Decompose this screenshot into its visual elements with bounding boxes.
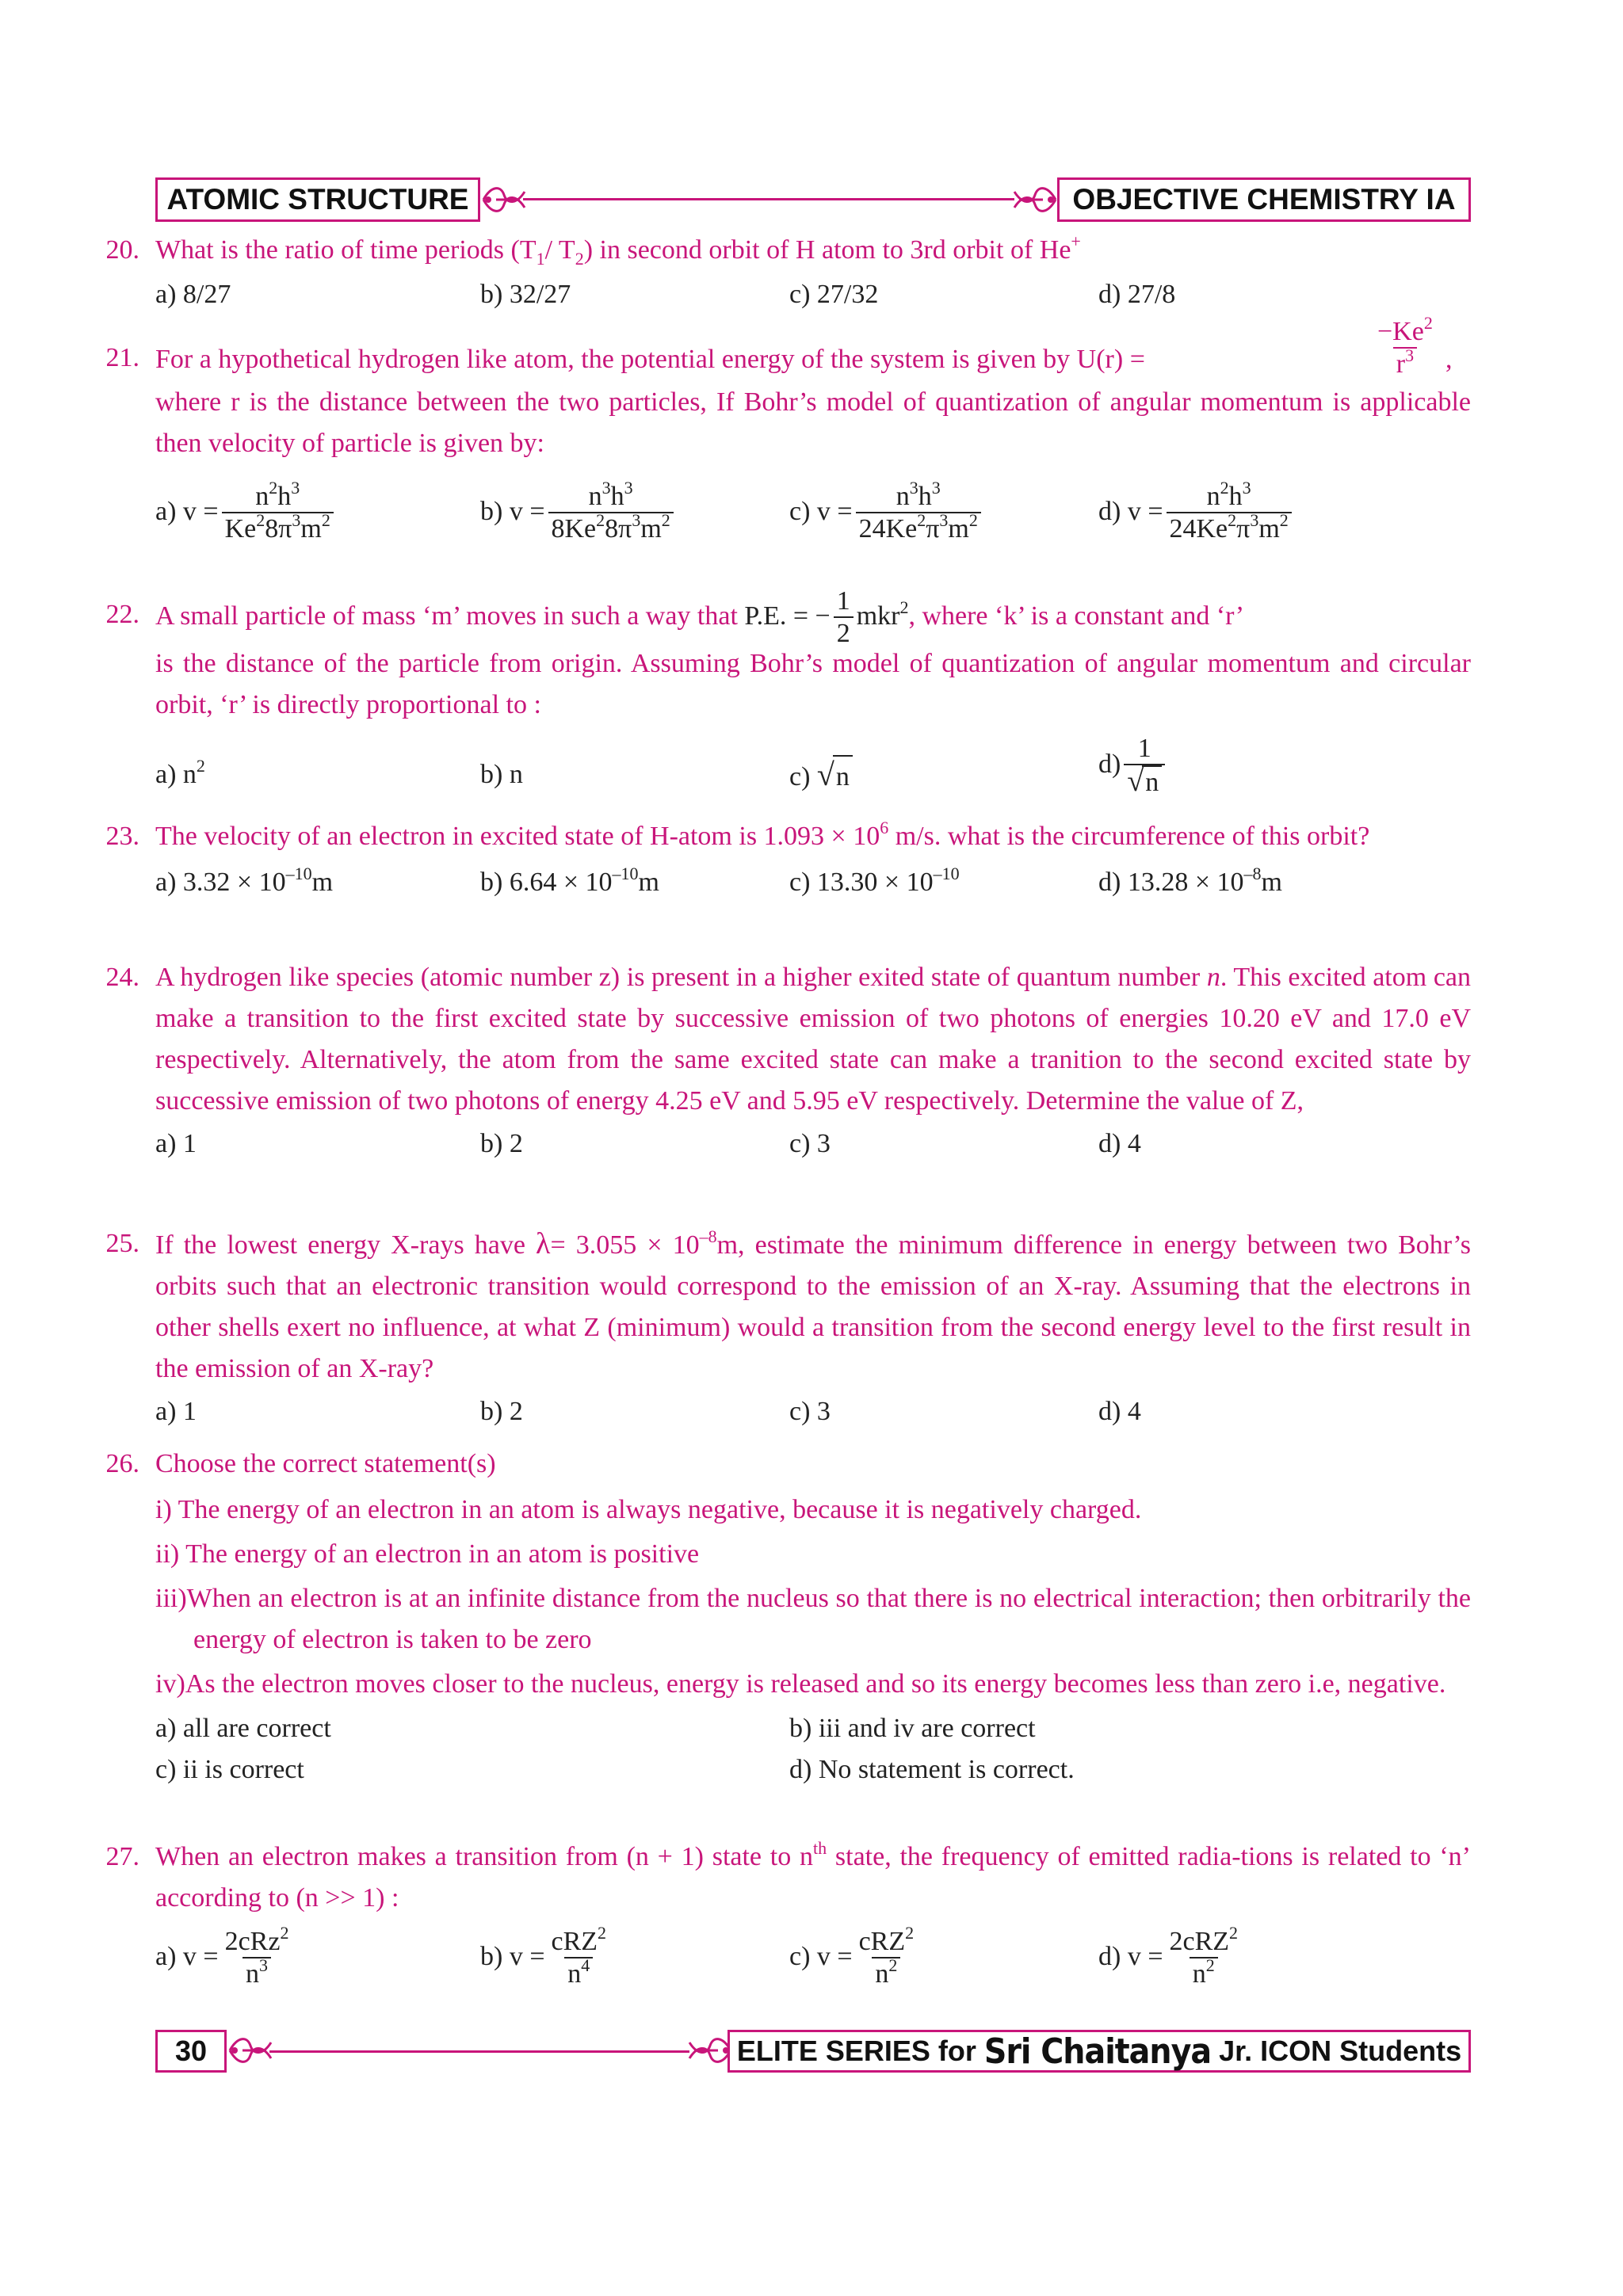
question-stem: A small particle of mass ‘m’ moves in such a way that P.E. = − $\frac{1}{2}$ mkr$^2$, where ‘k’ is a constant and ‘r’ is the distance of the particle from origin. Assuming Bohr’s model of quantization of angular momentum and circular orbit, ‘r’ is directly proportional to :: [155, 586, 1471, 719]
question-stem: For a hypothetical hydrogen like atom, the potential energy of the system is given by U(r) = $\frac{-Ke^2}{r^3}$ , where r is the distance between the two particles, If Bohr’s model of quantization of angular momentum is applicable then velocity of particle is given by:: [155, 313, 1471, 458]
question-number: 23.: [105, 822, 139, 851]
series-label: ELITE SERIES for: [736, 2035, 976, 2067]
question-number: 27.: [105, 1842, 139, 1871]
statement-1: i) The energy of an electron in an atom is always negative, because it is negatively charged.: [155, 1495, 1142, 1524]
options: [155, 862, 1471, 903]
options: [155, 734, 1471, 813]
option-a: a) $n^2$: [155, 756, 205, 789]
question-23: [105, 816, 1471, 903]
question-number: 20.: [105, 235, 139, 265]
question-21: [105, 313, 1471, 563]
option-b: b) 2: [480, 1129, 523, 1158]
option-a: a) $3.32 \times 10^{-10}m$: [155, 864, 334, 897]
options: [155, 1923, 1471, 2006]
option-a: a) 1: [155, 1397, 197, 1426]
options: [155, 1123, 1471, 1165]
option-a: a) v = $\frac{n^2h^3}{Ke^28\pi^3m^2}$: [155, 482, 337, 545]
question-stem: The velocity of an electron in excited state of H-atom is $1.093 \times 10^6$ m/s. what is the circumference of this orbit?: [155, 818, 1370, 851]
option-b: b) 32/27: [480, 280, 571, 309]
footer-flourish-right-ornament: [686, 2028, 734, 2073]
question-20: [105, 230, 1471, 315]
option-b: b) $6.64 \times 10^{-10}m$: [480, 864, 659, 897]
page-number: 30: [155, 2030, 227, 2073]
question-number: 24.: [105, 963, 139, 992]
book-title: OBJECTIVE CHEMISTRY IA: [1057, 177, 1471, 222]
flourish-right-ornament: [1011, 177, 1059, 222]
option-c: c) √n: [789, 754, 853, 798]
option-b: b) 2: [480, 1397, 523, 1426]
question-number: 21.: [105, 343, 139, 372]
option-d: d) 4: [1098, 1397, 1141, 1426]
question-stem: If the lowest energy X-rays have $\lambda= 3.055 \times 10^{-8}m$, estimate the minimum difference in energy between two Bohr’s orbits such that an electronic transition would correspond to the emission of an X-ray. Assuming that the electrons in other shells exert no influence, at what Z (minimum) would a transition from the second energy level to the first result in the emission of an X-ray?: [155, 1226, 1472, 1383]
header-rule: [523, 198, 1014, 200]
option-a: a) 1: [155, 1129, 197, 1158]
question-stem: When an electron makes a transition from (n + 1) state to $n^{th}$ state, the frequency of emitted radia-tions is related to ‘n’ according to (n >> 1) :: [155, 1838, 1471, 1913]
options: [155, 274, 1471, 315]
option-c: c) $13.30 \times 10^{-10}$: [789, 864, 960, 897]
options: [155, 475, 1471, 563]
option-d: d) $13.28 \times 10^{-8}m$: [1098, 864, 1282, 897]
option-c: c) v = $\frac{cRZ^2}{n^2}$: [789, 1923, 915, 1989]
options: [155, 1391, 1471, 1432]
option-d: d) v = $\frac{n^2h^3}{24Ke^2\pi^3m^2}$: [1098, 482, 1295, 545]
flourish-left-ornament: [480, 177, 528, 222]
question-stem: A hydrogen like species (atomic number z) is present in a higher exited state of quantum number n. This excited atom can make a transition to the first excited state by successive emission of two photons of energies 10.20 eV and 17.0 eV respectively. Alternatively, the atom from the same excited state can make a tranition to the second excited state by successive emission of two photons of energy 4.25 eV and 5.95 eV respectively. Determine the value of Z,: [155, 963, 1472, 1116]
question-26: [105, 1444, 1471, 1791]
question-27: [105, 1836, 1471, 2006]
option-d: d) 4: [1098, 1129, 1141, 1158]
question-number: 26.: [105, 1449, 139, 1478]
option-d: d) v = $\frac{2cRZ^2}{n^2}$: [1098, 1923, 1239, 1989]
option-b: b) v = $\frac{cRZ^2}{n^4}$: [480, 1923, 607, 1989]
series-banner: [727, 2030, 1471, 2073]
option-b: b) n: [480, 760, 523, 789]
option-d: d) $\frac{1}{√n}$: [1098, 734, 1168, 799]
options: [155, 1708, 1471, 1791]
option-d: d) 27/8: [1098, 280, 1176, 309]
option-c: c) v = $\frac{n^3h^3}{24Ke^2\pi^3m^2}$: [789, 482, 984, 545]
footer-flourish-left-ornament: [227, 2028, 274, 2073]
audience-label: Jr. ICON Students: [1219, 2035, 1462, 2067]
question-number: 22.: [105, 600, 139, 629]
statement-4: iv)As the electron moves closer to the nucleus, energy is released and so its energy becomes less than zero i.e, negative.: [155, 1669, 1446, 1699]
option-b: b) iii and iv are correct: [789, 1714, 1036, 1743]
option-c: c) 3: [789, 1129, 831, 1158]
chapter-title: ATOMIC STRUCTURE: [155, 177, 480, 222]
potential-fraction: $\frac{-Ke^2}{r^3}$: [1377, 313, 1433, 379]
question-24: [105, 957, 1472, 1165]
option-b: b) v = $\frac{n^3h^3}{8Ke^28\pi^3m^2}$: [480, 482, 677, 545]
statement-2: ii) The energy of an electron in an atom is positive: [155, 1539, 700, 1569]
option-a: a) 8/27: [155, 280, 231, 309]
question-25: [105, 1223, 1472, 1432]
statement-3: iii)When an electron is at an infinite distance from the nucleus so that there is no electrical interaction; then orbitrarily the energy of electron is taken to be zero: [155, 1584, 1471, 1654]
option-c: c) 27/32: [789, 280, 879, 309]
question-stem: What is the ratio of time periods ($T_1/$ $T_2$) in second orbit of H atom to 3rd orbit of He+: [155, 231, 1081, 269]
statement-list: [155, 1489, 1471, 1705]
option-d: d) No statement is correct.: [789, 1755, 1075, 1784]
question-number: 25.: [105, 1229, 139, 1258]
option-a: a) v = $\frac{2cRz^2}{n^3}$: [155, 1923, 289, 1989]
question-stem: Choose the correct statement(s): [155, 1449, 496, 1478]
footer-rule: [269, 2050, 689, 2053]
brand-name: Sri Chaitanya: [983, 2031, 1212, 2072]
option-c: c) 3: [789, 1397, 831, 1426]
option-a: a) all are correct: [155, 1714, 331, 1743]
question-22: [105, 586, 1471, 813]
option-c: c) ii is correct: [155, 1755, 304, 1784]
